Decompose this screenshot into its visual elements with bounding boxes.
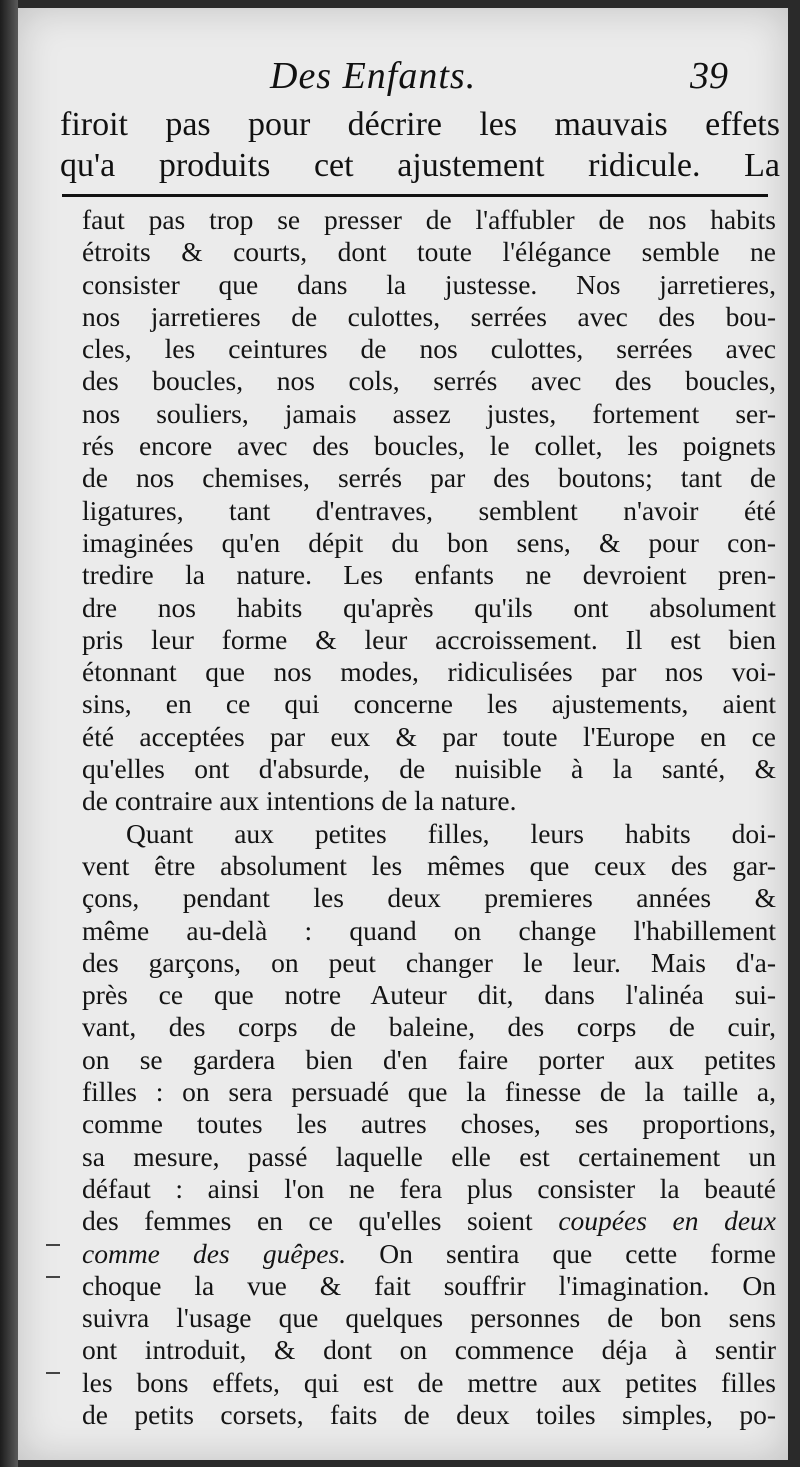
text-line: faut pas trop se presser de l'affubler de nos habits xyxy=(82,204,776,235)
page-header xyxy=(18,54,788,104)
text-line: sa mesure, passé laquelle elle est certainement un xyxy=(82,1140,776,1172)
italic-run: comme des guêpes. xyxy=(82,1237,347,1269)
text-line xyxy=(82,1205,776,1237)
text-line: tredire la nature. Les enfants ne devroient pren- xyxy=(82,559,776,591)
margin-dash xyxy=(46,1276,60,1278)
carry-line: firoit pas pour décrire les mauvais effets xyxy=(60,106,780,143)
text-line: même au-delà : quand on change l'habillement xyxy=(82,914,776,946)
text-line: près ce que notre Auteur dit, dans l'alinéa sui- xyxy=(82,979,776,1011)
book-page xyxy=(18,8,788,1460)
text-line: nos souliers, jamais assez justes, fortement ser- xyxy=(82,397,776,429)
margin-dash xyxy=(46,1244,60,1246)
text-line: filles : on sera persuadé que la finesse de la taille a, xyxy=(82,1076,776,1108)
text-line: vent être absolument les mêmes que ceux des gar- xyxy=(82,849,776,881)
text-line: défaut : ainsi l'on ne fera plus consister la beauté xyxy=(82,1172,776,1204)
text-line: imaginées qu'en dépit du bon sens, & pour con- xyxy=(82,526,776,558)
text-line: sins, en ce qui concerne les ajustements, aient xyxy=(82,688,776,720)
text-line: suivra l'usage que quelques personnes de bon sens xyxy=(82,1302,776,1334)
text-line: les bons effets, qui est de mettre aux petites filles xyxy=(82,1366,776,1398)
text-line: des boucles, nos cols, serrés avec des boucles, xyxy=(82,365,776,397)
text-line: de contraire aux intentions de la nature. xyxy=(82,785,517,817)
text-line: ont introduit, & dont on commence déja à sentir xyxy=(82,1334,776,1366)
text-line: ligatures, tant d'entraves, semblent n'avoir été xyxy=(82,494,776,526)
page-left-edge-shadow xyxy=(0,0,18,1467)
text-line: de petits corsets, faits de deux toiles simples, po- xyxy=(82,1398,776,1430)
text-line: cles, les ceintures de nos culottes, serrées avec xyxy=(82,333,776,365)
text-line: de nos chemises, serrés par des boutons; tant de xyxy=(82,462,776,494)
carry-over-text xyxy=(60,104,780,186)
text-line: étonnant que nos modes, ridiculisées par nos voi- xyxy=(82,656,776,688)
text-line: dre nos habits qu'après qu'ils ont absolument xyxy=(82,591,776,623)
text-line: pris leur forme & leur accroissement. Il est bien xyxy=(82,623,776,655)
text-line: on se gardera bien d'en faire porter aux petites xyxy=(82,1043,776,1075)
text-line: nos jarretieres de culottes, serrées avec des bou- xyxy=(82,300,776,332)
text-line: été acceptées par eux & par toute l'Europe en ce xyxy=(82,720,776,752)
text-line: rés encore avec des boucles, le collet, les poignets xyxy=(82,430,776,462)
separator-rule xyxy=(62,194,768,197)
text-line xyxy=(82,1238,776,1270)
carry-line: qu'a produits cet ajustement ridicule. La xyxy=(60,147,780,184)
text-line: çons, pendant les deux premieres années & xyxy=(82,882,776,914)
text-line: étroits & courts, dont toute l'élégance semble ne xyxy=(82,236,776,268)
text-line: comme toutes les autres choses, ses proportions, xyxy=(82,1108,776,1140)
text-line: qu'elles ont d'absurde, de nuisible à la santé, & xyxy=(82,753,776,785)
text-line: Quant aux petites filles, leurs habits doi- xyxy=(126,817,776,849)
text-line: choque la vue & fait souffrir l'imagination. On xyxy=(82,1269,776,1301)
footnote-text xyxy=(82,204,776,1431)
text-line: consister que dans la justesse. Nos jarretieres, xyxy=(82,268,776,300)
text-run: des femmes en ce qu'elles soient xyxy=(82,1205,533,1237)
text-line: vant, des corps de baleine, des corps de cuir, xyxy=(82,1011,776,1043)
margin-dash xyxy=(46,1372,60,1374)
text-line: des garçons, on peut changer le leur. Mais d'a- xyxy=(82,946,776,978)
page-number: 39 xyxy=(690,55,728,97)
text-run: On sentira que cette forme xyxy=(379,1237,776,1269)
running-title: Des Enfants. xyxy=(270,55,477,97)
italic-run: coupées en deux xyxy=(558,1205,776,1237)
